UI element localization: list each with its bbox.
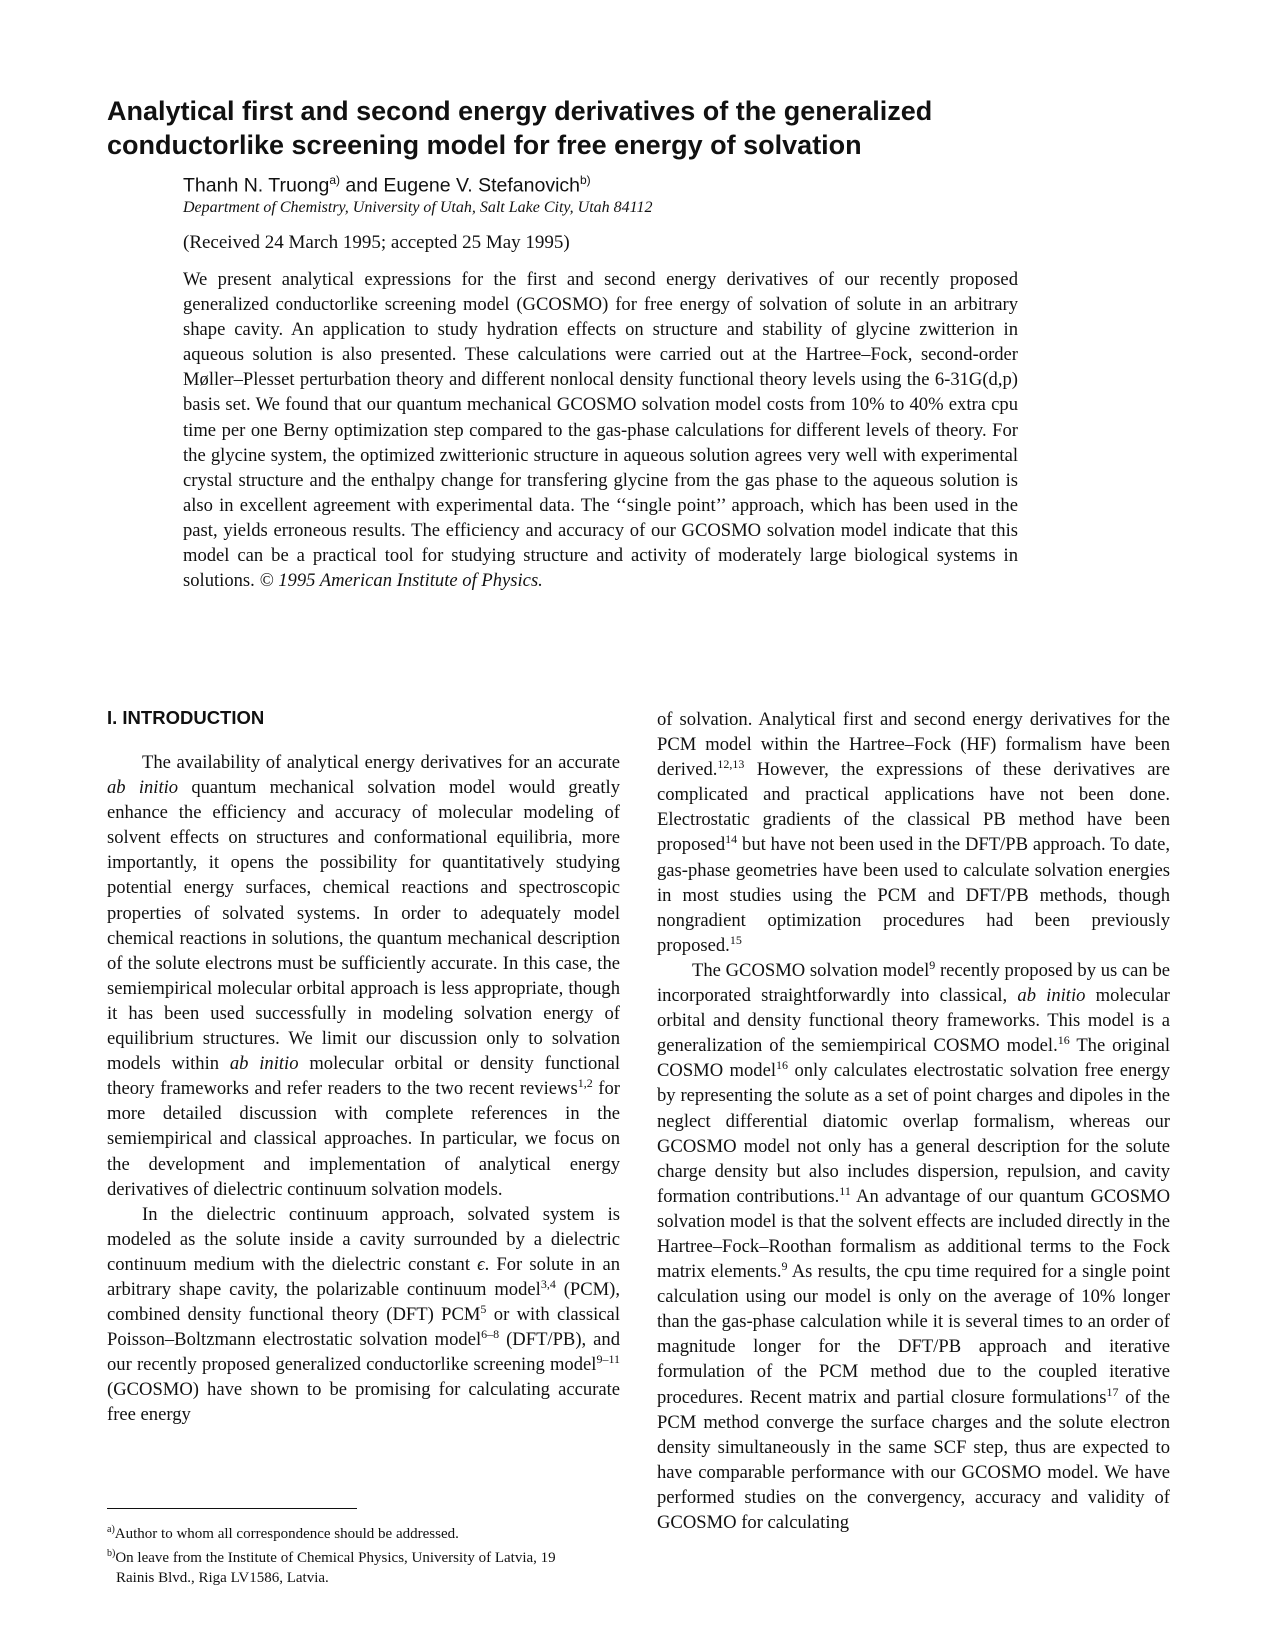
- paper-title: Analytical first and second energy derivatives of the generalized conductorlike screening model for free energy of solvation: [107, 96, 933, 160]
- text-run: An advantage of our quantum GCOSMO solvation model is that the solvent effects are included directly in the Hartree–Fock–Roothan formalism as additional terms to the Fock matrix elements.: [657, 1185, 1170, 1283]
- intro-paragraph-1: [107, 750, 620, 1202]
- epsilon-symbol: ϵ: [477, 1253, 485, 1275]
- text-run: of the PCM method converge the surface charges and the solute electron density simultaneously in the same SCF step, thus are expected to have comparable performance with our GCOSMO model. We have performed studies on the convergency, accuracy and validity of GCOSMO for calculating: [657, 1386, 1170, 1533]
- text-run: molecular orbital and density functional theory frameworks. This model is a generalization of the semiempirical COSMO model.: [657, 985, 1170, 1057]
- citation: 11: [839, 1183, 851, 1198]
- footnote-a: [107, 1520, 620, 1544]
- right-text-column: [657, 707, 1170, 1535]
- text-run: In the dielectric continuum approach, solvated system is modeled as the solute inside a cavity surrounded by a dielectric continuum medium with the dielectric constant: [107, 1203, 620, 1275]
- text-run: quantum mechanical solvation model would greatly enhance the efficiency and accuracy of molecular modeling of solvent effects on structures and conformational equilibria, more importantly, it opens the possibility for quantitatively studying potential energy surfaces, chemical reactions and spectroscopic properties of solvated systems. In order to adequately model chemical reactions in solutions, the quantum mechanical description of the solute electrons must be sufficiently accurate. In this case, the semiempirical molecular orbital approach is less appropriate, though it has been used successfully in modeling solvation energy of equilibrium structures. We limit our discussion only to solvation models within: [107, 777, 620, 1075]
- section-heading-introduction: I. INTRODUCTION: [107, 707, 265, 728]
- citation: 5: [480, 1301, 487, 1316]
- citation: 12,13: [717, 757, 745, 771]
- intro-paragraph-2: [107, 1202, 620, 1428]
- citation: 9: [929, 957, 936, 972]
- footnote-b-continued: [107, 1568, 620, 1588]
- footnote-mark: a): [107, 1524, 115, 1535]
- italic-term: ab initio: [1017, 985, 1086, 1007]
- footnotes: [107, 1520, 620, 1588]
- text-run: recently proposed by us can be incorporated straightforwardly into classical,: [657, 959, 1170, 1007]
- citation: 16: [776, 1058, 789, 1073]
- author-name: Eugene V. Stefanovich: [383, 174, 580, 197]
- intro-paragraph-3: [657, 707, 1170, 958]
- intro-paragraph-4: [657, 958, 1170, 1535]
- author-line: [183, 173, 591, 198]
- text-run: molecular orbital or density functional theory frameworks and refer readers to the two recent reviews: [107, 1053, 621, 1100]
- text-run: (GCOSMO) have shown to be promising for calculating accurate free energy: [107, 1379, 620, 1426]
- text-run: The original COSMO model: [657, 1035, 1170, 1082]
- footnote-b: [107, 1544, 620, 1568]
- text-run: but have not been used in the DFT/PB approach. To date, gas-phase geometries have been used to calculate solvation energies in most studies using the PCM and DFT/PB methods, though nongradient optimization procedures had been previously proposed.: [657, 834, 1170, 956]
- citation: 17: [1106, 1384, 1119, 1399]
- abstract: [183, 267, 1018, 593]
- affiliation: Department of Chemistry, University of Utah, Salt Lake City, Utah 84112: [183, 199, 653, 216]
- text-run: of solvation. Analytical first and second energy derivatives for the PCM model within the Hartree–Fock (HF) formalism have been derived.: [657, 709, 1170, 781]
- author-conjunction: and: [340, 174, 384, 197]
- text-run: The GCOSMO solvation model: [692, 959, 930, 981]
- footnote-text: On leave from the Institute of Chemical Physics, University of Latvia, 19: [115, 1550, 556, 1566]
- citation: 15: [729, 932, 742, 947]
- italic-term: ab initio: [229, 1053, 299, 1075]
- text-run: (PCM), combined density functional theory (DFT) PCM: [107, 1278, 620, 1326]
- text-run: (DFT/PB), and our recently proposed generalized conductorlike screening model: [107, 1329, 620, 1376]
- footnote-divider: [107, 1508, 357, 1509]
- author-name: Thanh N. Truong: [183, 174, 330, 197]
- footnote-mark: b): [107, 1548, 116, 1559]
- italic-term: ab initio: [107, 777, 179, 799]
- text-run: . For solute in an arbitrary shape cavity, the polarizable continuum model: [107, 1253, 621, 1300]
- text-run: The availability of analytical energy derivatives for an accurate: [142, 752, 620, 773]
- citation: 16: [1057, 1033, 1070, 1048]
- citation: 6–8: [481, 1326, 500, 1341]
- received-dates: (Received 24 March 1995; accepted 25 May 1995): [183, 232, 570, 253]
- footnote-text: Rainis Blvd., Riga LV1586, Latvia.: [116, 1570, 329, 1586]
- copyright-notice: © 1995 American Institute of Physics.: [259, 570, 543, 592]
- citation: 9–11: [596, 1352, 620, 1367]
- left-text-column: [107, 750, 620, 1428]
- text-run: or with classical Poisson–Boltzmann electrostatic solvation model: [107, 1304, 620, 1351]
- abstract-text: We present analytical expressions for the first and second energy derivatives of our recently proposed generalized conductorlike screening model (GCOSMO) for free energy of solvation of solute in an arbitrary shape cavity. An application to study hydration effects on structure and stability of glycine zwitterion in aqueous solution is also presented. These calculations were carried out at the Hartree–Fock, second-order Møller–Plesset perturbation theory and different nonlocal density functional theory levels using the 6-31G(d,p) basis set. We found that our quantum mechanical GCOSMO solvation model costs from 10% to 40% extra cpu time per one Berny optimization step compared to the gas-phase calculations for different levels of theory. For the glycine system, the optimized zwitterionic structure in aqueous solution agrees very well with experimental crystal structure and the enthalpy change for transfering glycine from the gas phase to the aqueous solution is also in excellent agreement with experimental data. The ‘‘single point’’ approach, which has been used in the past, yields erroneous results. The efficiency and accuracy of our GCOSMO solvation model indicate that this model can be a practical tool for studying structure and activity of moderately large biological systems in solutions.: [183, 269, 1018, 592]
- text-run: only calculates electrostatic solvation free energy by representing the solute as a set of point charges and dipoles in the neglect differential diatomic overlap formalism, whereas our GCOSMO model not only has a general description for the solute charge density but also includes dispersion, repulsion, and cavity formation contributions.: [657, 1060, 1170, 1207]
- citation: 9: [781, 1258, 788, 1273]
- citation: 1,2: [577, 1076, 593, 1091]
- footnote-mark: b): [580, 173, 591, 187]
- citation: 3,4: [540, 1276, 556, 1291]
- text-run: However, the expressions of these derivatives are complicated and practical applications have not been done. Electrostatic gradients of the classical PB method have been proposed: [657, 759, 1170, 856]
- text-run: for more detailed discussion with complete references in the semiempirical and classical approaches. In particular, we focus on the development and implementation of analytical energy derivatives of dielectric continuum solvation models.: [107, 1078, 620, 1200]
- footnote-text: Author to whom all correspondence should be addressed.: [114, 1526, 459, 1542]
- citation: 14: [725, 832, 738, 847]
- text-run: As results, the cpu time required for a single point calculation using our model is only on the average of 10% longer than the gas-phase calculation while it is several times to an order of magnitude longer for the DFT/PB approach and iterative formulation of the PCM method due to the coupled iterative procedures. Recent matrix and partial closure formulations: [657, 1261, 1170, 1408]
- footnote-mark: a): [329, 173, 341, 187]
